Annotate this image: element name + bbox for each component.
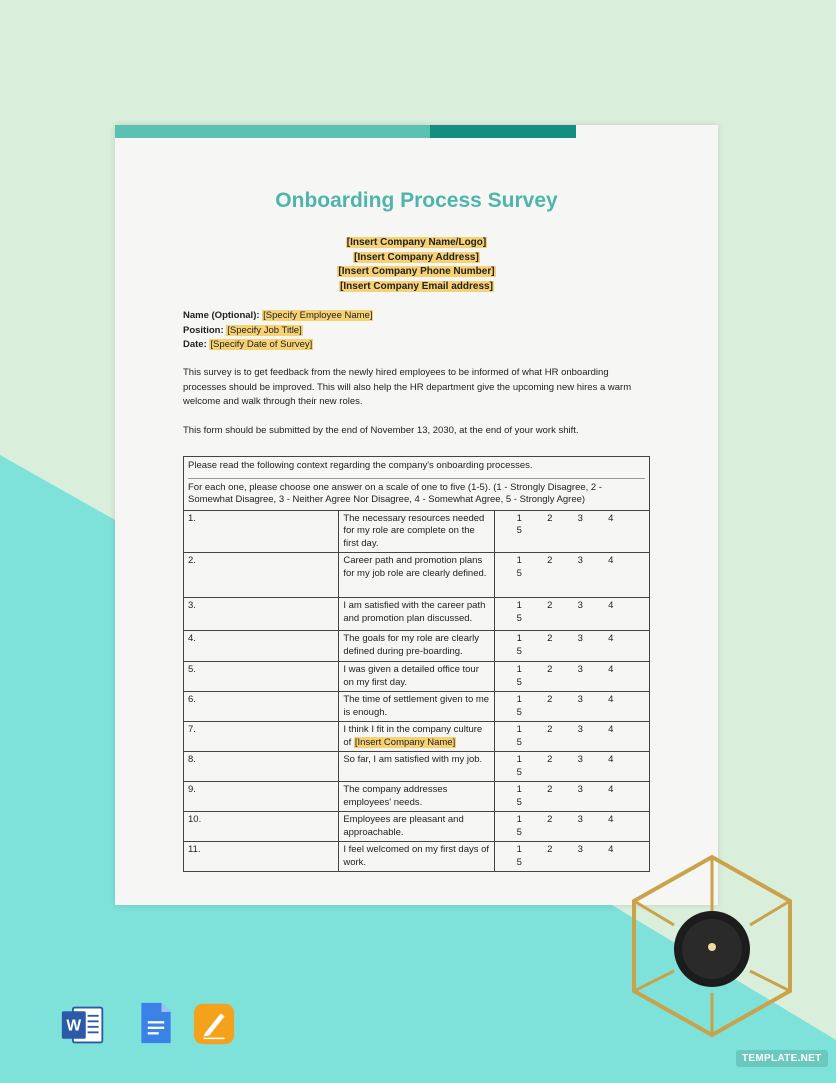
question-text-part: I think I fit in the company culture of bbox=[343, 724, 483, 748]
question-text: I was given a detailed office tour on my first day. bbox=[339, 662, 494, 692]
rating-option[interactable]: 5 bbox=[516, 612, 522, 624]
question-text: Employees are pleasant and approachable. bbox=[339, 812, 494, 842]
rating-scale bbox=[494, 692, 649, 722]
question-number: 6. bbox=[184, 692, 339, 722]
rating-option[interactable]: 1 bbox=[516, 784, 522, 795]
table-row bbox=[184, 752, 650, 782]
rating-option[interactable]: 1 bbox=[516, 844, 522, 855]
rating-option[interactable]: 3 bbox=[577, 512, 583, 524]
deadline-paragraph: This form should be submitted by the end of November 13, 2030, at the end of your work shift. bbox=[183, 425, 579, 436]
instructions-text: For each one, please choose one answer on a scale of one to five (1-5). (1 - Strongly Disagree, 2 - Somewhat Disagree, 3 - Neither Agree Nor Disagree, 4 - Somewhat Agree, 5 - Strongly Agree) bbox=[188, 481, 603, 505]
question-number: 3. bbox=[184, 598, 339, 631]
rating-option[interactable]: 2 bbox=[547, 633, 553, 644]
table-context bbox=[184, 457, 650, 511]
question-text: The goals for my role are clearly defined during pre-boarding. bbox=[339, 631, 494, 662]
rating-option[interactable]: 1 bbox=[516, 633, 522, 644]
rating-option[interactable]: 1 bbox=[516, 814, 522, 825]
field-label: Name (Optional): bbox=[183, 310, 260, 321]
rating-option[interactable]: 4 bbox=[608, 844, 614, 855]
rating-option[interactable]: 2 bbox=[547, 814, 553, 825]
rating-option[interactable]: 4 bbox=[608, 512, 614, 524]
rating-option[interactable]: 3 bbox=[577, 633, 583, 644]
rating-option[interactable]: 2 bbox=[547, 694, 553, 705]
rating-option[interactable]: 2 bbox=[547, 512, 553, 524]
rating-option[interactable]: 4 bbox=[608, 555, 614, 566]
rating-option[interactable]: 3 bbox=[577, 724, 583, 735]
company-phone: [Insert Company Phone Number] bbox=[338, 266, 495, 277]
context-text: Please read the following context regarding the company's onboarding processes. bbox=[188, 460, 533, 471]
company-name: [Insert Company Name/Logo] bbox=[346, 237, 487, 248]
rating-option[interactable]: 2 bbox=[547, 664, 553, 675]
rating-option[interactable]: 5 bbox=[516, 736, 522, 748]
question-number: 2. bbox=[184, 553, 339, 598]
intro-paragraph: This survey is to get feedback from the newly hired employees to be informed of what HR onboarding processes should be improved. This will also help the HR department give the upcoming new hires a warm welcome and walk through their new roles. bbox=[183, 367, 632, 407]
rating-option[interactable]: 2 bbox=[547, 754, 553, 765]
rating-option[interactable]: 5 bbox=[516, 826, 522, 838]
rating-option[interactable]: 3 bbox=[577, 555, 583, 566]
table-row bbox=[184, 842, 650, 872]
rating-option[interactable]: 1 bbox=[516, 754, 522, 765]
rating-scale bbox=[494, 553, 649, 598]
rating-option[interactable]: 3 bbox=[577, 664, 583, 675]
header-bar-dark bbox=[430, 125, 576, 138]
question-text: I am satisfied with the career path and promotion plan discussed. bbox=[339, 598, 494, 631]
rating-option[interactable]: 4 bbox=[608, 633, 614, 644]
rating-option[interactable]: 3 bbox=[577, 694, 583, 705]
company-info bbox=[115, 236, 718, 294]
field-value: [Specify Date of Survey] bbox=[210, 339, 313, 350]
watermark-logo: TEMPLATE.NET bbox=[736, 1050, 828, 1067]
table-row bbox=[184, 782, 650, 812]
table-row bbox=[184, 812, 650, 842]
rating-scale bbox=[494, 662, 649, 692]
question-number: 4. bbox=[184, 631, 339, 662]
rating-scale bbox=[494, 631, 649, 662]
question-number: 1. bbox=[184, 510, 339, 553]
field-label: Position: bbox=[183, 324, 224, 336]
question-number: 11. bbox=[184, 842, 339, 872]
rating-option[interactable]: 5 bbox=[516, 525, 522, 536]
question-text: The company addresses employees' needs. bbox=[339, 782, 494, 812]
candle-holder-decoration bbox=[612, 853, 832, 1063]
rating-scale bbox=[494, 598, 649, 631]
rating-option[interactable]: 1 bbox=[516, 724, 522, 735]
rating-option[interactable]: 3 bbox=[577, 784, 583, 795]
rating-option[interactable]: 5 bbox=[516, 676, 522, 688]
field-value: [Specify Employee Name] bbox=[263, 310, 373, 321]
table-row bbox=[184, 692, 650, 722]
question-text: I feel welcomed on my first days of work. bbox=[339, 842, 494, 872]
rating-option[interactable]: 4 bbox=[608, 814, 614, 825]
rating-option[interactable]: 2 bbox=[547, 724, 553, 735]
rating-option[interactable]: 4 bbox=[608, 724, 614, 735]
rating-option[interactable]: 5 bbox=[516, 706, 522, 718]
rating-option[interactable]: 3 bbox=[577, 814, 583, 825]
question-number: 9. bbox=[184, 782, 339, 812]
rating-option[interactable]: 3 bbox=[577, 600, 583, 611]
rating-option[interactable]: 1 bbox=[516, 555, 522, 566]
google-docs-icon[interactable] bbox=[133, 1001, 179, 1045]
rating-option[interactable]: 4 bbox=[608, 600, 614, 611]
table-row bbox=[184, 662, 650, 692]
table-row bbox=[184, 598, 650, 631]
question-number: 5. bbox=[184, 662, 339, 692]
rating-scale bbox=[494, 812, 649, 842]
company-email: [Insert Company Email address] bbox=[340, 280, 493, 292]
rating-option[interactable]: 3 bbox=[577, 754, 583, 765]
question-number: 8. bbox=[184, 752, 339, 782]
rating-option[interactable]: 5 bbox=[516, 856, 522, 868]
question-text: So far, I am satisfied with my job. bbox=[339, 752, 494, 782]
rating-option[interactable]: 5 bbox=[516, 645, 522, 657]
rating-option[interactable]: 4 bbox=[608, 784, 614, 795]
rating-option[interactable]: 2 bbox=[547, 844, 553, 855]
rating-option[interactable]: 3 bbox=[577, 844, 583, 855]
question-number: 10. bbox=[184, 812, 339, 842]
rating-option[interactable]: 5 bbox=[516, 766, 522, 778]
company-name-placeholder: [Insert Company Name] bbox=[354, 736, 456, 748]
respondent-fields bbox=[183, 309, 373, 353]
rating-option[interactable]: 5 bbox=[516, 567, 522, 579]
survey-table bbox=[183, 456, 650, 872]
table-row bbox=[184, 631, 650, 662]
rating-option[interactable]: 1 bbox=[516, 600, 522, 611]
word-letter: W bbox=[66, 1017, 82, 1035]
document-page bbox=[115, 125, 718, 905]
rating-option[interactable]: 5 bbox=[516, 796, 522, 808]
question-text: The necessary resources needed for my role are complete on the first day. bbox=[339, 510, 494, 553]
rating-option[interactable]: 1 bbox=[516, 664, 522, 675]
document-title: Onboarding Process Survey bbox=[275, 189, 558, 212]
table-row bbox=[184, 553, 650, 598]
question-text: The time of settlement given to me is enough. bbox=[339, 692, 494, 722]
question-text: Career path and promotion plans for my job role are clearly defined. bbox=[339, 553, 494, 598]
rating-option[interactable]: 2 bbox=[547, 600, 553, 611]
rating-option[interactable]: 1 bbox=[516, 512, 522, 524]
pages-icon[interactable] bbox=[191, 1002, 237, 1046]
rating-option[interactable]: 2 bbox=[547, 555, 553, 566]
rating-option[interactable]: 2 bbox=[547, 784, 553, 795]
rating-scale bbox=[494, 722, 649, 752]
field-label: Date: bbox=[183, 339, 207, 350]
table-row bbox=[184, 510, 650, 553]
table-row bbox=[184, 722, 650, 752]
field-value: [Specify Job Title] bbox=[227, 324, 302, 336]
rating-option[interactable]: 4 bbox=[608, 664, 614, 675]
word-icon[interactable] bbox=[60, 1003, 106, 1047]
rating-option[interactable]: 4 bbox=[608, 754, 614, 765]
header-bar-light bbox=[115, 125, 430, 138]
company-address: [Insert Company Address] bbox=[354, 251, 479, 263]
rating-scale bbox=[494, 752, 649, 782]
question-number: 7. bbox=[184, 722, 339, 752]
question-text bbox=[339, 722, 494, 752]
rating-option[interactable]: 1 bbox=[516, 694, 522, 705]
rating-option[interactable]: 4 bbox=[608, 694, 614, 705]
rating-scale bbox=[494, 510, 649, 553]
rating-scale bbox=[494, 782, 649, 812]
